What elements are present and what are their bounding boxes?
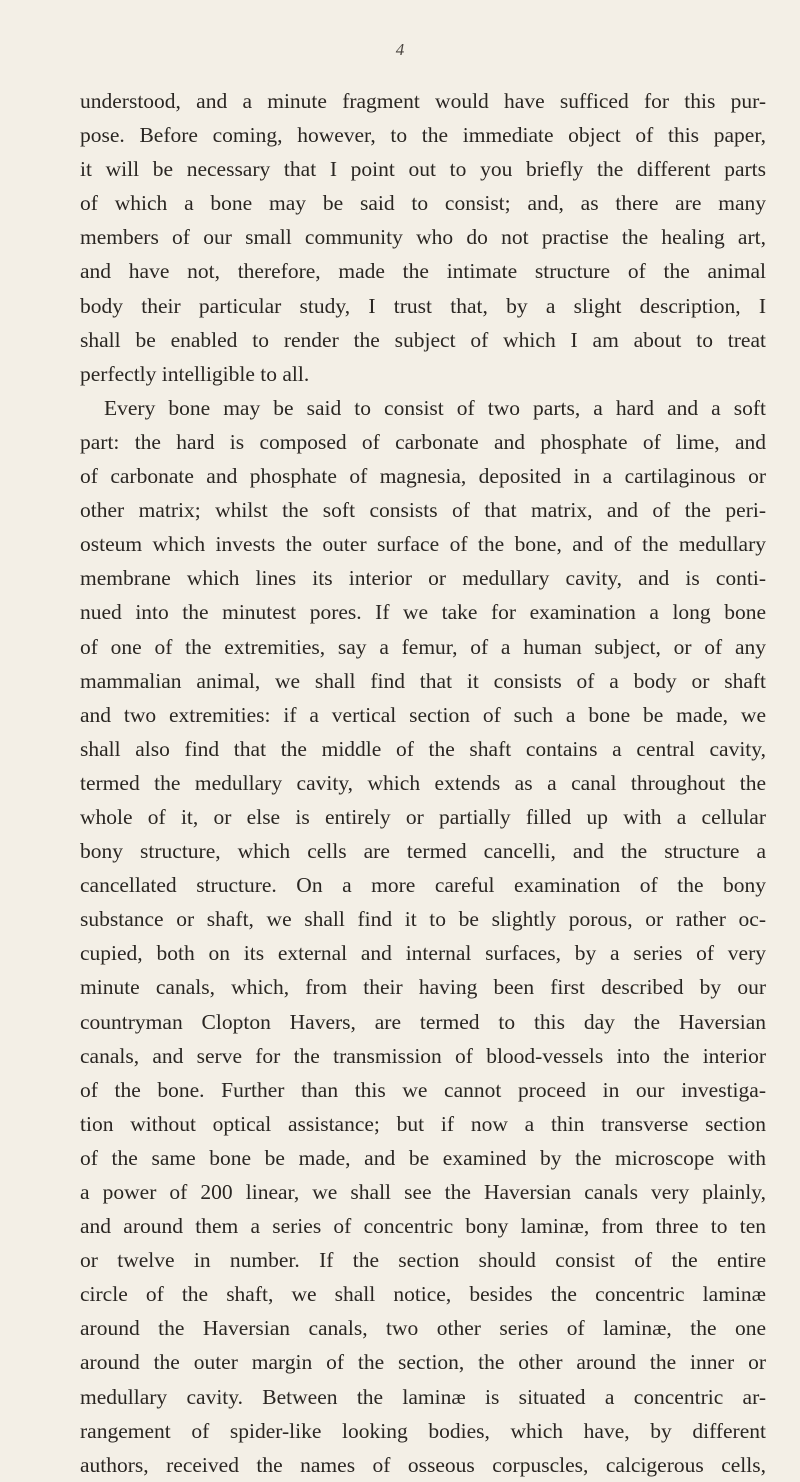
text-line: authors, received the names of osseous corpuscles, calcigerous cells,	[80, 1452, 766, 1477]
text-line: shall also find that the middle of the shaft contains a central cavity,	[80, 736, 766, 761]
text-line: of the bone. Further than this we cannot proceed in our investiga-	[80, 1077, 766, 1102]
text-line: cupied, both on its external and internal surfaces, by a series of very	[80, 941, 766, 966]
text-line: substance or shaft, we shall find it to be slightly porous, or rather oc-	[80, 907, 766, 932]
text-line: other matrix; whilst the soft consists of that matrix, and of the peri-	[80, 498, 766, 523]
text-line: whole of it, or else is entirely or partially filled up with a cellular	[80, 804, 766, 829]
text-line: membrane which lines its interior or medullary cavity, and is conti-	[80, 566, 766, 591]
text-line: osteum which invests the outer surface of the bone, and of the medullary	[80, 532, 766, 557]
text-line: a power of 200 linear, we shall see the Haversian canals very plainly,	[80, 1180, 766, 1204]
text-line: countryman Clopton Havers, are termed to this day the Haversian	[80, 1009, 766, 1034]
text-line: pose. Before coming, however, to the immediate object of this paper,	[80, 123, 766, 148]
text-line: around the outer margin of the section, the other around the inner or	[80, 1350, 766, 1375]
text-line: or twelve in number. If the section should consist of the entire	[80, 1248, 766, 1273]
text-line: part: the hard is composed of carbonate and phosphate of lime, and	[80, 429, 766, 454]
page-number: 4	[395, 40, 405, 59]
text-line: members of our small community who do not practise the healing art,	[80, 225, 766, 250]
text-line: termed the medullary cavity, which extends as a canal throughout the	[80, 770, 766, 795]
text-line: body their particular study, I trust that, by a slight description, I	[80, 293, 766, 318]
text-line: understood, and a minute fragment would have sufficed for this pur-	[80, 89, 766, 113]
text-line: of which a bone may be said to consist; and, as there are many	[80, 191, 766, 216]
text-line: medullary cavity. Between the laminæ is situated a concentric ar-	[80, 1384, 766, 1409]
text-line: it will be necessary that I point out to you briefly the different parts	[80, 157, 766, 182]
text-line: shall be enabled to render the subject of which I am about to treat	[80, 327, 766, 352]
text-line: Every bone may be said to consist of two parts, a hard and a soft	[104, 395, 766, 420]
text-line: rangement of spider-like looking bodies, which have, by different	[80, 1418, 766, 1443]
text-line: perfectly intelligible to all.	[80, 361, 310, 386]
text-line: canals, and serve for the transmission of blood-vessels into the interior	[80, 1043, 766, 1068]
text-line: and around them a series of concentric bony laminæ, from three to ten	[80, 1214, 766, 1239]
text-line: of carbonate and phosphate of magnesia, deposited in a cartilaginous or	[80, 464, 766, 489]
text-line: bony structure, which cells are termed cancelli, and the structure a	[80, 839, 766, 864]
text-line: nued into the minutest pores. If we take for examination a long bone	[80, 600, 766, 625]
text-line: cancellated structure. On a more careful examination of the bony	[80, 873, 766, 898]
text-line: tion without optical assistance; but if now a thin transverse section	[80, 1111, 766, 1136]
text-line: of the same bone be made, and be examined by the microscope with	[80, 1145, 766, 1170]
text-line: mammalian animal, we shall find that it consists of a body or shaft	[80, 668, 766, 693]
text-line: and two extremities: if a vertical section of such a bone be made, we	[80, 702, 766, 727]
body-text	[80, 84, 766, 1482]
text-line: around the Haversian canals, two other series of laminæ, the one	[80, 1316, 766, 1341]
text-line: and have not, therefore, made the intimate structure of the animal	[80, 259, 766, 284]
text-line: minute canals, which, from their having been first described by our	[80, 975, 766, 1000]
text-line: circle of the shaft, we shall notice, besides the concentric laminæ	[80, 1282, 766, 1307]
text-line: of one of the extremities, say a femur, of a human subject, or of any	[80, 634, 766, 659]
